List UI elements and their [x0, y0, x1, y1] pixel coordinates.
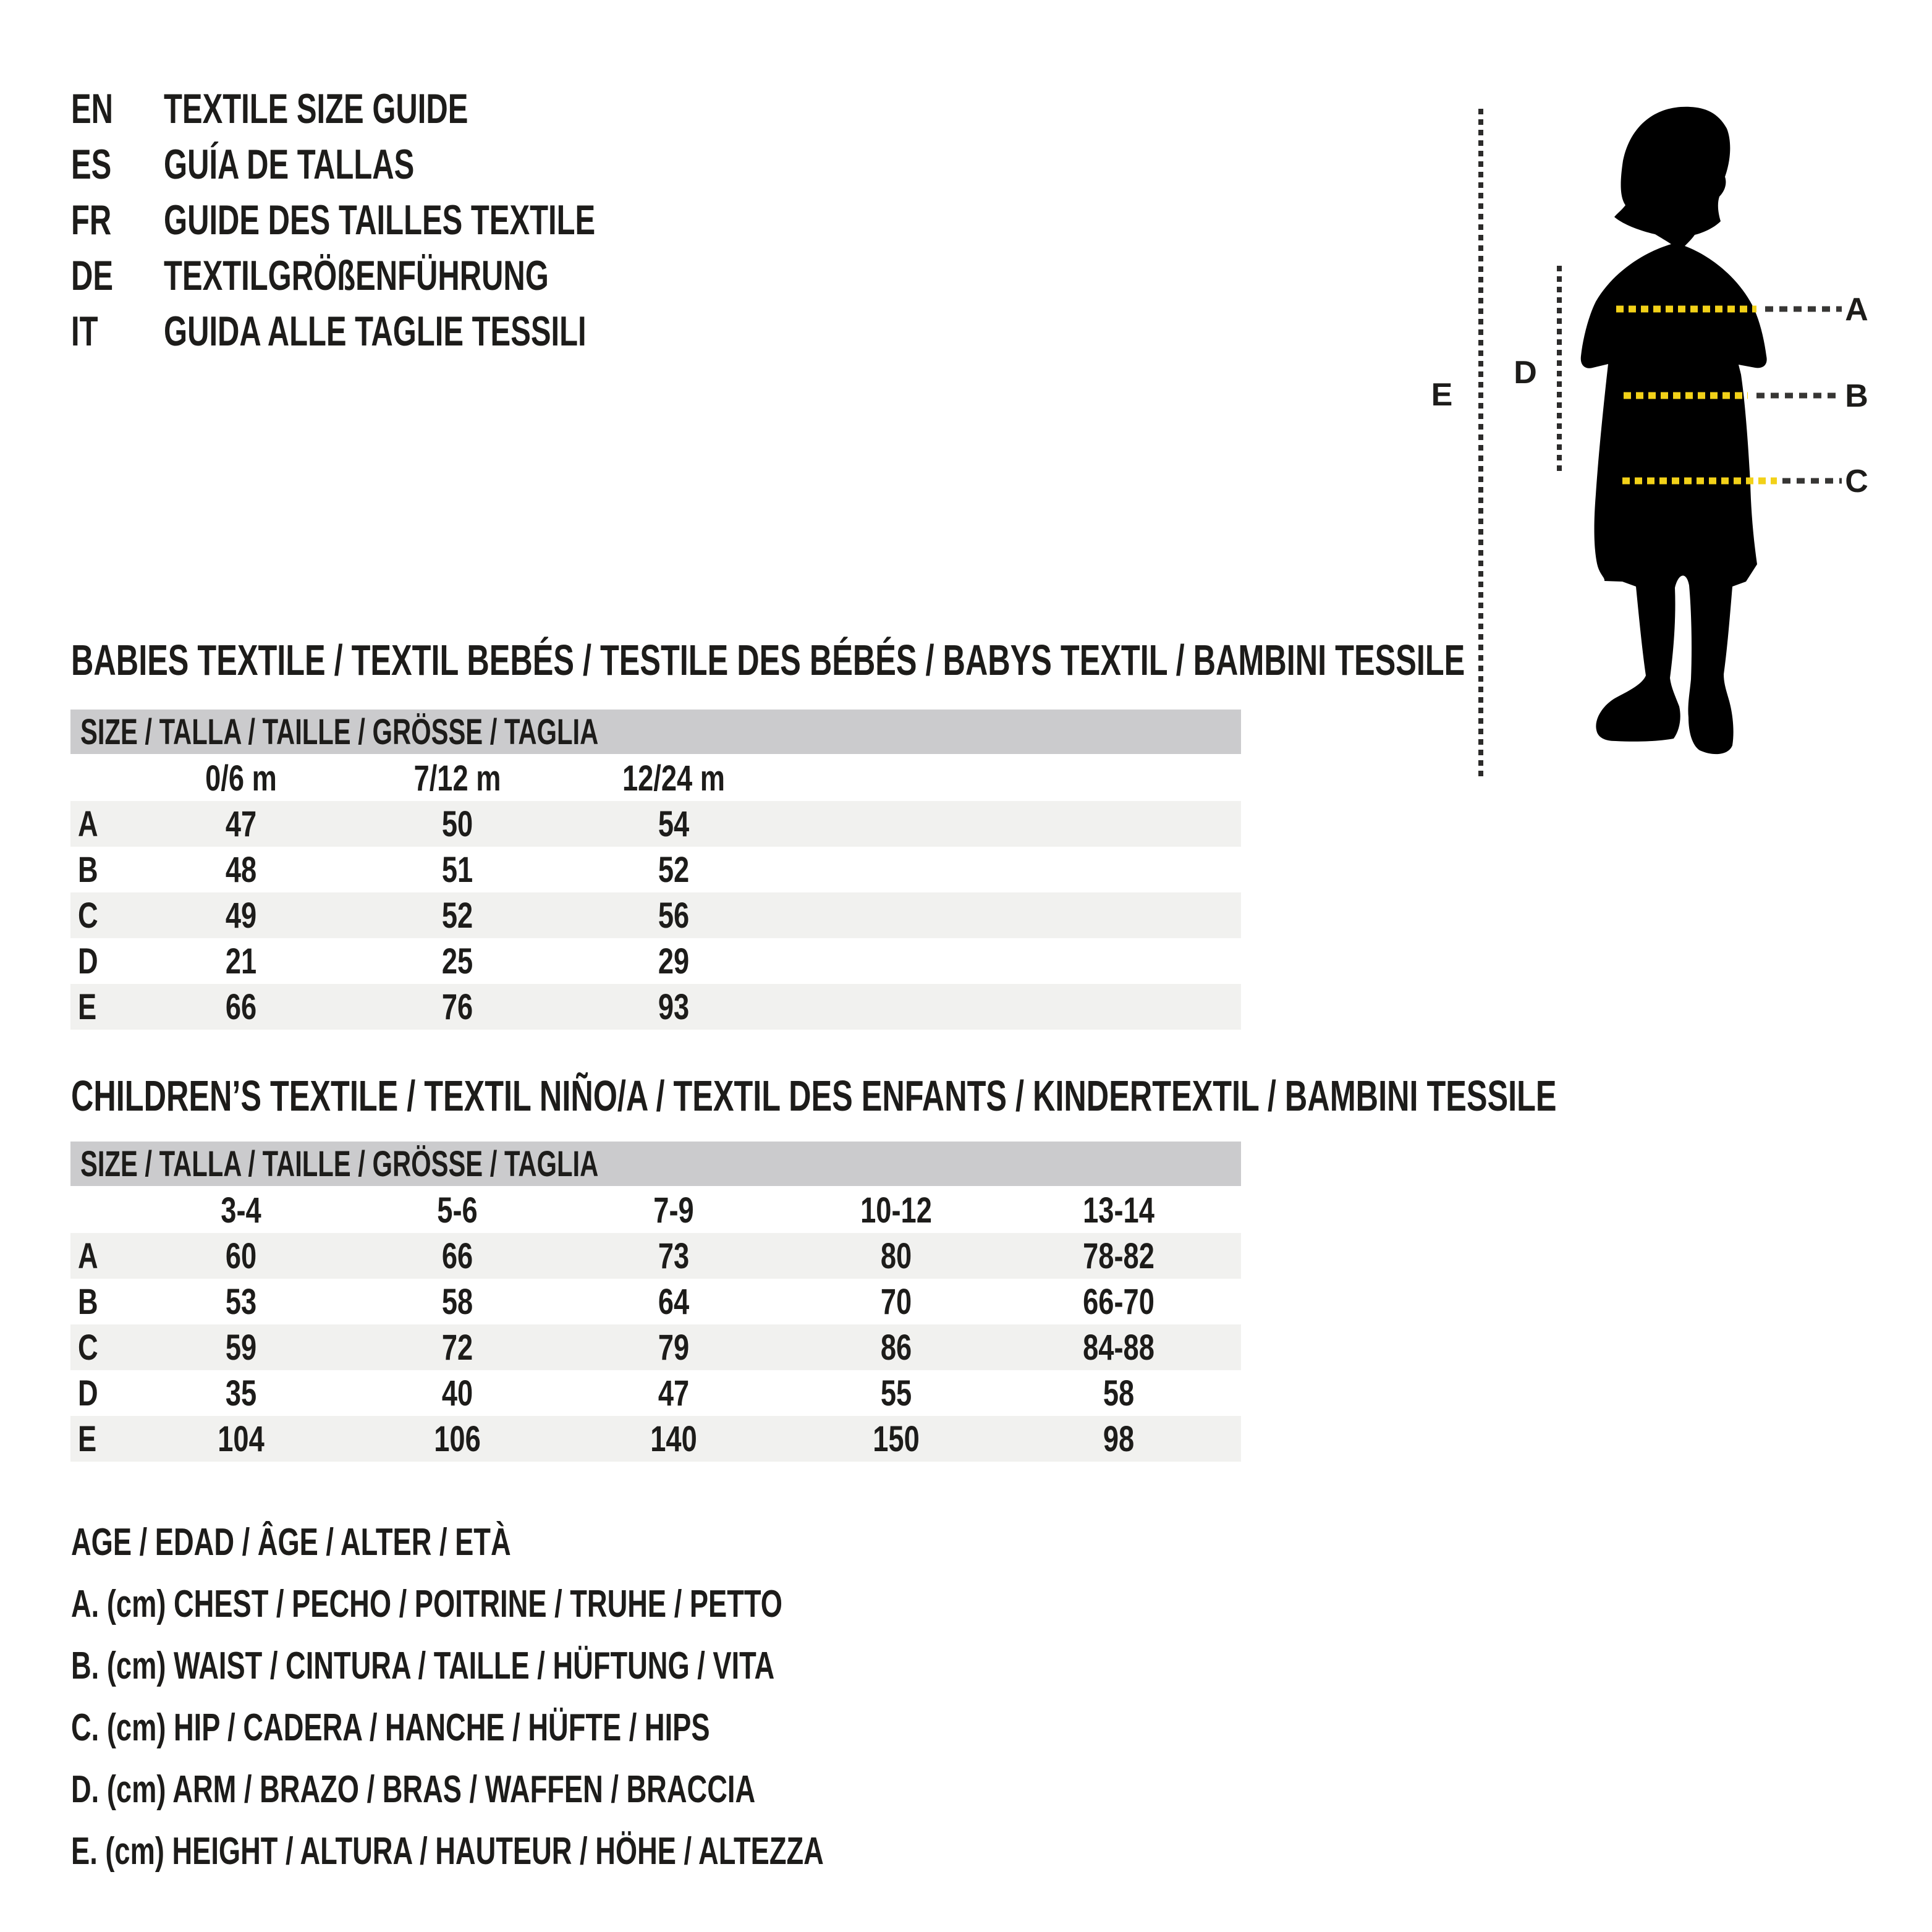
- children-section-title: [71, 1071, 1932, 1121]
- legend-arm-text: D. (cm) ARM / BRAZO / BRAS / WAFFEN / BRACCIA: [71, 1768, 756, 1811]
- babies-col-2: 12/24 m: [622, 758, 725, 799]
- children-size-header-bar: [70, 1142, 1241, 1186]
- table-cell: 66-70: [1083, 1282, 1155, 1322]
- children-section-title-text: CHILDREN’S TEXTILE / TEXTIL NIÑO/A / TEXTIL DES ENFANTS / KINDERTEXTIL / BAMBINI TESSILE: [71, 1072, 1557, 1120]
- lang-title-fr: GUIDE DES TAILLES TEXTILE: [164, 197, 596, 244]
- table-cell: 53: [225, 1282, 257, 1322]
- table-cell: 40: [441, 1373, 473, 1413]
- legend-height: [71, 1828, 1102, 1875]
- table-cell: 78-82: [1083, 1236, 1155, 1276]
- table-cell: 86: [880, 1328, 912, 1368]
- table-cell: 55: [880, 1373, 912, 1413]
- children-col-4: 13-14: [1083, 1190, 1155, 1231]
- row-letter: B: [78, 1282, 98, 1322]
- babies-column-header-row: [70, 755, 1241, 801]
- table-cell: 104: [218, 1419, 265, 1459]
- row-letter: A: [78, 804, 98, 844]
- figure-label-d: D: [1514, 355, 1537, 391]
- babies-col-1: 7/12 m: [413, 758, 501, 799]
- child-silhouette-diagram: [1409, 87, 1932, 803]
- row-letter: A: [78, 1236, 98, 1276]
- legend-waist: [71, 1643, 1035, 1690]
- babies-row-d: [70, 938, 1241, 984]
- lang-code-en: EN: [71, 85, 114, 132]
- row-letter: D: [78, 941, 98, 981]
- babies-section-title-text: BABIES TEXTILE / TEXTIL BEBÉS / TESTILE DES BÉBÉS / BABYS TEXTIL / BAMBINI TESSILE: [71, 636, 1465, 684]
- children-col-3: 10-12: [860, 1190, 932, 1231]
- children-size-header-text: SIZE / TALLA / TAILLE / GRÖSSE / TAGLIA: [80, 1144, 599, 1184]
- table-cell: 66: [441, 1236, 473, 1276]
- table-cell: 66: [225, 987, 257, 1027]
- table-cell: 50: [441, 804, 473, 844]
- lang-code-es: ES: [71, 141, 112, 188]
- children-row-c: [70, 1324, 1241, 1370]
- table-cell: 93: [658, 987, 690, 1027]
- table-cell: 54: [658, 804, 690, 844]
- children-column-header-row: [70, 1187, 1241, 1233]
- table-cell: 79: [658, 1328, 690, 1368]
- table-cell: 60: [225, 1236, 257, 1276]
- table-cell: 58: [441, 1282, 473, 1322]
- table-cell: 56: [658, 896, 690, 936]
- table-cell: 48: [225, 850, 257, 890]
- lang-title-it: GUIDA ALLE TAGLIE TESSILI: [164, 308, 587, 355]
- figure-label-b: B: [1845, 378, 1868, 414]
- row-letter: E: [78, 1419, 97, 1459]
- legend-height-text: E. (cm) HEIGHT / ALTURA / HAUTEUR / HÖHE / ALTEZZA: [71, 1830, 824, 1873]
- legend-hip: [71, 1705, 946, 1752]
- legend-age: [71, 1519, 674, 1566]
- lang-title-en: TEXTILE SIZE GUIDE: [164, 85, 468, 132]
- table-cell: 76: [441, 987, 473, 1027]
- babies-section-title: [71, 635, 1932, 685]
- table-cell: 35: [225, 1373, 257, 1413]
- table-cell: 52: [658, 850, 690, 890]
- table-cell: 106: [434, 1419, 481, 1459]
- table-cell: 47: [225, 804, 257, 844]
- legend-waist-text: B. (cm) WAIST / CINTURA / TAILLE / HÜFTUNG / VITA: [71, 1645, 775, 1687]
- measurement-figure: [1409, 87, 1932, 803]
- babies-row-c: [70, 892, 1241, 938]
- legend-chest-text: A. (cm) CHEST / PECHO / POITRINE / TRUHE / PETTO: [71, 1583, 782, 1625]
- babies-size-header-text: SIZE / TALLA / TAILLE / GRÖSSE / TAGLIA: [80, 712, 599, 752]
- table-cell: 29: [658, 941, 690, 981]
- children-row-d: [70, 1370, 1241, 1416]
- children-row-b: [70, 1279, 1241, 1324]
- table-cell: 59: [225, 1328, 257, 1368]
- children-col-1: 5-6: [437, 1190, 478, 1231]
- lang-code-fr: FR: [71, 197, 112, 244]
- table-cell: 70: [880, 1282, 912, 1322]
- children-row-e: [70, 1416, 1241, 1462]
- figure-label-e: E: [1431, 377, 1453, 413]
- table-cell: 51: [441, 850, 473, 890]
- children-row-a: [70, 1233, 1241, 1279]
- table-cell: 47: [658, 1373, 690, 1413]
- table-cell: 72: [441, 1328, 473, 1368]
- row-letter: B: [78, 850, 98, 890]
- babies-size-header-bar: [70, 710, 1241, 754]
- row-letter: C: [78, 1328, 98, 1368]
- lang-code-de: DE: [71, 252, 114, 299]
- table-cell: 64: [658, 1282, 690, 1322]
- legend-age-text: AGE / EDAD / ÂGE / ALTER / ETÀ: [71, 1521, 511, 1564]
- table-cell: 140: [650, 1419, 697, 1459]
- row-letter: E: [78, 987, 97, 1027]
- table-cell: 58: [1103, 1373, 1135, 1413]
- children-col-2: 7-9: [653, 1190, 694, 1231]
- table-cell: 52: [441, 896, 473, 936]
- table-cell: 25: [441, 941, 473, 981]
- legend-chest: [71, 1581, 1046, 1628]
- row-letter: D: [78, 1373, 98, 1413]
- figure-label-a: A: [1845, 292, 1868, 328]
- lang-title-es: GUÍA DE TALLAS: [164, 141, 415, 188]
- lang-title-de: TEXTILGRÖßENFÜHRUNG: [164, 252, 549, 299]
- lang-code-it: IT: [71, 308, 98, 355]
- table-cell: 150: [873, 1419, 920, 1459]
- table-cell: 98: [1103, 1419, 1135, 1459]
- table-cell: 21: [225, 941, 257, 981]
- babies-row-b: [70, 847, 1241, 892]
- legend-arm: [71, 1766, 1009, 1813]
- table-cell: 80: [880, 1236, 912, 1276]
- babies-row-a: [70, 801, 1241, 847]
- babies-row-e: [70, 984, 1241, 1030]
- children-col-0: 3-4: [221, 1190, 261, 1231]
- figure-label-c: C: [1845, 464, 1868, 499]
- babies-col-0: 0/6 m: [205, 758, 277, 799]
- legend-hip-text: C. (cm) HIP / CADERA / HANCHE / HÜFTE / HIPS: [71, 1706, 710, 1749]
- table-cell: 84-88: [1083, 1328, 1155, 1368]
- table-cell: 73: [658, 1236, 690, 1276]
- table-cell: 49: [225, 896, 257, 936]
- row-letter: C: [78, 896, 98, 936]
